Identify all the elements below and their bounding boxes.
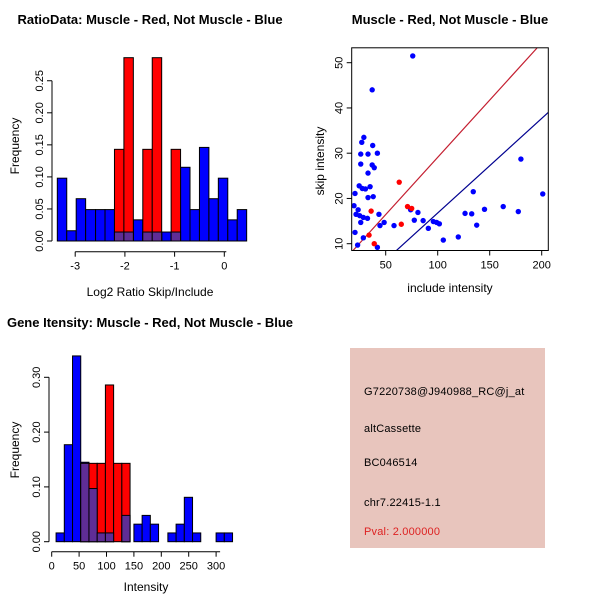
svg-text:40: 40	[333, 101, 346, 115]
info-box	[350, 348, 545, 548]
svg-text:0.00: 0.00	[31, 530, 43, 553]
svg-text:0.25: 0.25	[34, 70, 46, 92]
accession-text: BC046514	[364, 457, 418, 469]
svg-text:-1: -1	[169, 260, 180, 273]
svg-text:200: 200	[152, 560, 171, 573]
scatter-ylabel: skip intensity	[313, 126, 327, 196]
scatter-xlabel: include intensity	[407, 281, 493, 295]
svg-text:0: 0	[48, 560, 55, 573]
svg-text:0: 0	[221, 260, 228, 273]
svg-text:50: 50	[379, 259, 392, 272]
svg-text:100: 100	[97, 560, 116, 573]
svg-text:-3: -3	[70, 260, 81, 273]
location-text: chr7.22415-1.1	[364, 497, 441, 509]
svg-text:10: 10	[333, 237, 346, 250]
svg-text:20: 20	[333, 192, 346, 205]
gene-hist-xlabel: Intensity	[123, 580, 169, 594]
svg-text:0.20: 0.20	[34, 102, 46, 124]
pval-text: Pval: 2.000000	[364, 526, 441, 538]
svg-text:50: 50	[72, 560, 86, 573]
ratio-hist-title: RatioData: Muscle - Red, Not Muscle - Blue	[17, 12, 283, 27]
svg-text:100: 100	[428, 259, 447, 272]
svg-text:200: 200	[532, 259, 551, 272]
gene-hist-ylabel: Frequency	[8, 421, 22, 479]
svg-text:0.10: 0.10	[34, 166, 46, 188]
svg-text:0.00: 0.00	[34, 230, 46, 252]
svg-text:0.10: 0.10	[31, 476, 43, 498]
svg-text:250: 250	[179, 560, 198, 573]
splice-type-text: altCassette	[364, 423, 422, 435]
ratio-hist-ylabel: Frequency	[8, 117, 22, 175]
svg-text:0.20: 0.20	[31, 421, 43, 443]
svg-text:0.30: 0.30	[31, 366, 43, 389]
svg-text:50: 50	[333, 56, 346, 69]
ratio-hist-xlabel: Log2 Ratio Skip/Include	[86, 285, 214, 299]
svg-text:30: 30	[333, 147, 346, 160]
svg-text:150: 150	[124, 560, 144, 573]
gene-hist-title: Gene Itensity: Muscle - Red, Not Muscle - Blue	[6, 315, 294, 330]
scatter-title: Muscle - Red, Not Muscle - Blue	[351, 12, 549, 27]
svg-text:-2: -2	[120, 260, 130, 273]
svg-text:0.15: 0.15	[34, 134, 46, 156]
svg-text:0.05: 0.05	[34, 198, 46, 220]
svg-text:150: 150	[480, 259, 499, 272]
svg-text:300: 300	[206, 560, 226, 573]
probe-id-text: G7220738@J940988_RC@j_at	[364, 386, 525, 398]
